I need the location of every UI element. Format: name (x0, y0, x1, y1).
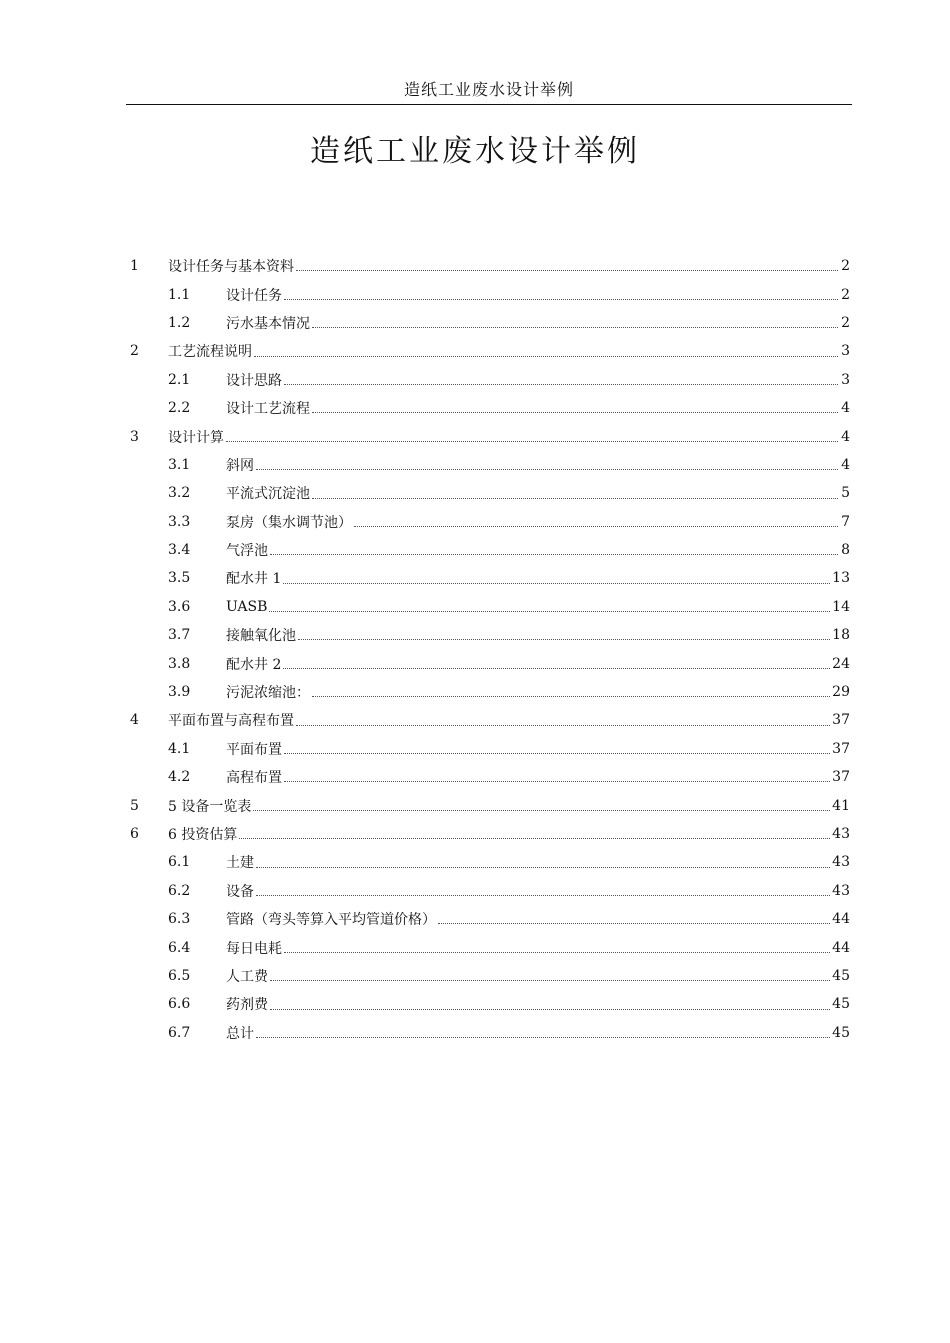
toc-entry-title: 泵房（集水调节池） (226, 514, 352, 531)
toc-dot-leader (284, 780, 830, 782)
toc-page-number: 2 (841, 258, 850, 275)
toc-entry-title: 工艺流程说明 (168, 344, 252, 361)
toc-entry-title: 平流式沉淀池 (226, 486, 310, 503)
toc-entry-number: 3.4 (168, 542, 191, 559)
toc-entry-number: 3.7 (168, 627, 191, 644)
toc-chapter-entry[interactable] (130, 820, 850, 848)
toc-page-number: 45 (832, 1024, 850, 1041)
toc-entry-title: 平面布置 (226, 741, 282, 758)
toc-entry-title: 土建 (226, 855, 254, 872)
toc-page-number: 2 (841, 286, 850, 303)
toc-dot-leader (256, 866, 830, 868)
toc-dot-leader (298, 638, 830, 640)
toc-entry-title: 5 设备一览表 (168, 798, 252, 815)
toc-entry-number: 6.3 (168, 911, 191, 928)
toc-entry-number: 2.2 (168, 400, 191, 417)
toc-entry-title: 药剂费 (226, 997, 268, 1014)
toc-page-number: 4 (841, 428, 850, 445)
toc-page-number: 44 (832, 939, 850, 956)
toc-dot-leader (354, 525, 838, 527)
toc-dot-leader (312, 695, 830, 697)
toc-entry-title: 配水井 1 (226, 571, 282, 588)
toc-entry-title: 设计计算 (168, 429, 224, 446)
toc-entry-title: 人工费 (226, 968, 268, 985)
toc-page-number: 4 (841, 400, 850, 417)
toc-section-entry[interactable] (130, 366, 850, 394)
toc-page-number: 18 (832, 627, 850, 644)
toc-section-entry[interactable] (130, 479, 850, 507)
toc-dot-leader (256, 468, 838, 470)
toc-dot-leader (284, 951, 830, 953)
toc-entry-number: 1.2 (168, 314, 191, 331)
toc-entry-title: 管路（弯头等算入平均管道价格） (226, 912, 436, 929)
toc-entry-number: 6.5 (168, 967, 191, 984)
toc-entry-number: 6.6 (168, 996, 191, 1013)
toc-entry-title: 设计思路 (226, 372, 282, 389)
toc-dot-leader (256, 894, 830, 896)
toc-entry-title: UASB (226, 598, 268, 615)
toc-section-entry[interactable] (130, 990, 850, 1018)
toc-entry-number: 3.1 (168, 456, 191, 473)
toc-page-number: 14 (832, 598, 850, 615)
toc-dot-leader (283, 667, 830, 669)
toc-entry-title: 斜网 (226, 457, 254, 474)
toc-dot-leader (312, 497, 838, 499)
toc-entry-number: 3.8 (168, 655, 191, 672)
toc-page-number: 43 (832, 882, 850, 899)
toc-page-number: 29 (832, 684, 850, 701)
toc-dot-leader (296, 724, 830, 726)
toc-page-number: 3 (841, 371, 850, 388)
toc-section-entry[interactable] (130, 564, 850, 592)
toc-entry-title: 每日电耗 (226, 940, 282, 957)
toc-entry-number: 4 (130, 712, 139, 729)
toc-entry-number: 1 (130, 258, 139, 275)
table-of-contents (130, 252, 850, 1047)
toc-entry-number: 6.7 (168, 1024, 191, 1041)
toc-chapter-entry[interactable] (130, 422, 850, 450)
toc-dot-leader (284, 383, 838, 385)
toc-entry-title: 污泥浓缩池： (226, 685, 310, 702)
toc-section-entry[interactable] (130, 593, 850, 621)
toc-dot-leader (270, 1008, 830, 1010)
toc-entry-title: 平面布置与高程布置 (168, 713, 294, 730)
toc-dot-leader (312, 411, 838, 413)
toc-entry-number: 6.1 (168, 854, 191, 871)
toc-entry-title: 设计任务与基本资料 (168, 259, 294, 276)
toc-entry-number: 6 (130, 826, 139, 842)
toc-dot-leader (438, 922, 830, 924)
toc-chapter-entry[interactable] (130, 706, 850, 734)
toc-page-number: 5 (841, 485, 850, 502)
toc-dot-leader (296, 269, 838, 271)
toc-chapter-entry[interactable] (130, 791, 850, 819)
toc-page-number: 24 (832, 655, 850, 672)
toc-dot-leader (239, 837, 830, 839)
toc-chapter-entry[interactable] (130, 337, 850, 365)
toc-entry-title: 高程布置 (226, 770, 282, 787)
toc-entry-title: 设备 (226, 883, 254, 900)
toc-chapter-entry[interactable] (130, 252, 850, 280)
toc-section-entry[interactable] (130, 508, 850, 536)
document-title: 造纸工业废水设计举例 (310, 134, 640, 169)
toc-page-number: 4 (841, 456, 850, 473)
toc-page-number: 3 (841, 343, 850, 360)
toc-section-entry[interactable] (130, 877, 850, 905)
toc-page-number: 43 (832, 826, 850, 842)
toc-dot-leader (253, 809, 830, 811)
toc-entry-title: 配水井 2 (226, 656, 282, 673)
toc-section-entry[interactable] (130, 280, 850, 308)
toc-entry-title: 设计任务 (226, 287, 282, 304)
toc-entry-number: 3.6 (168, 598, 191, 615)
toc-entry-title: 设计工艺流程 (226, 401, 310, 418)
toc-section-entry[interactable] (130, 933, 850, 961)
toc-dot-leader (270, 979, 830, 981)
toc-entry-title: 气浮池 (226, 543, 268, 560)
toc-section-entry[interactable] (130, 649, 850, 677)
toc-dot-leader (284, 752, 830, 754)
toc-entry-title: 接触氧化池 (226, 628, 296, 645)
toc-dot-leader (284, 298, 838, 300)
toc-entry-number: 5 (130, 797, 139, 814)
toc-section-entry[interactable] (130, 848, 850, 876)
toc-entry-number: 6.2 (168, 882, 191, 899)
toc-entry-number: 2 (130, 343, 139, 360)
toc-dot-leader (256, 1036, 830, 1038)
toc-entry-title: 污水基本情况 (226, 315, 310, 332)
toc-dot-leader (226, 440, 838, 442)
toc-page-number: 41 (832, 797, 850, 814)
toc-section-entry[interactable] (130, 905, 850, 933)
toc-entry-number: 6.4 (168, 939, 191, 956)
running-header: 造纸工业废水设计举例 (126, 78, 852, 105)
toc-entry-number: 3.9 (168, 684, 191, 701)
toc-entry-number: 1.1 (168, 286, 191, 303)
toc-page-number: 2 (841, 314, 850, 331)
toc-page-number: 13 (832, 570, 850, 587)
toc-section-entry[interactable] (130, 1019, 850, 1047)
toc-section-entry[interactable] (130, 309, 850, 337)
toc-section-entry[interactable] (130, 962, 850, 990)
toc-section-entry[interactable] (130, 735, 850, 763)
toc-entry-title: 总计 (226, 1025, 254, 1042)
toc-dot-leader (254, 355, 838, 357)
toc-entry-title: 6 投资估算 (168, 827, 238, 843)
toc-dot-leader (269, 610, 830, 612)
toc-section-entry[interactable] (130, 621, 850, 649)
toc-entry-number: 4.2 (168, 769, 191, 786)
toc-entry-number: 4.1 (168, 740, 191, 757)
toc-dot-leader (312, 326, 838, 328)
toc-dot-leader (270, 553, 838, 555)
toc-page-number: 44 (832, 911, 850, 928)
toc-entry-number: 2.1 (168, 371, 191, 388)
toc-page-number: 8 (841, 542, 850, 559)
toc-section-entry[interactable] (130, 536, 850, 564)
toc-page-number: 43 (832, 854, 850, 871)
toc-page-number: 45 (832, 967, 850, 984)
toc-entry-number: 3.2 (168, 485, 191, 502)
toc-page-number: 45 (832, 996, 850, 1013)
toc-entry-number: 3 (130, 428, 139, 445)
toc-page-number: 37 (832, 712, 850, 729)
toc-page-number: 37 (832, 769, 850, 786)
toc-dot-leader (283, 582, 830, 584)
toc-entry-number: 3.3 (168, 513, 191, 530)
toc-section-entry[interactable] (130, 394, 850, 422)
toc-entry-number: 3.5 (168, 570, 191, 587)
toc-page-number: 7 (841, 513, 850, 530)
toc-section-entry[interactable] (130, 451, 850, 479)
toc-section-entry[interactable] (130, 678, 850, 706)
toc-section-entry[interactable] (130, 763, 850, 791)
toc-page-number: 37 (832, 740, 850, 757)
